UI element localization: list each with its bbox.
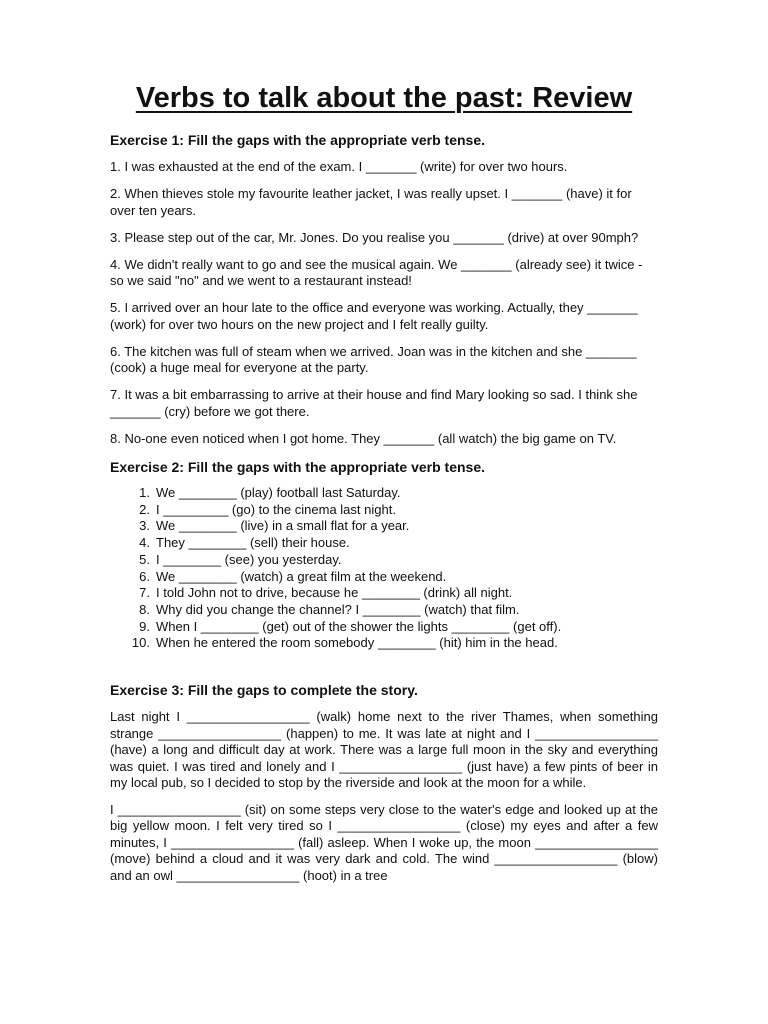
story-paragraph: Last night I _________________ (walk) home next to the river Thames, when something strange _________________ (happen) to me. It was late at night and I _________________ (have) a long and difficult day at work. There was a large full moon in the sky and everything was quiet. I was tired and lonely and I _________________ (just have) a few pints of beer in my local pub, so I decided to stop by the riverside and look at the moon for a while. <box>110 709 658 791</box>
list-item <box>139 601 658 619</box>
list-item-text: They ________ (sell) their house. <box>156 535 350 551</box>
exercise1-item: 5. I arrived over an hour late to the office and everyone was working. Actually, they _______ (work) for over two hours on the new project and I felt really guilty. <box>110 300 638 332</box>
exercise1-item: 1. I was exhausted at the end of the exam. I _______ (write) for over two hours. <box>110 159 568 174</box>
list-item-number: 3. <box>139 518 150 534</box>
exercise1-item: 2. When thieves stole my favourite leather jacket, I was really upset. I _______ (have) it for over ten years. <box>110 186 632 218</box>
list-item <box>139 551 658 569</box>
exercise3-heading: Exercise 3: Fill the gaps to complete the story. <box>110 682 418 699</box>
exercise1-item: 8. No-one even noticed when I got home. They _______ (all watch) the big game on TV. <box>110 430 617 446</box>
list-item-text: When I ________ (get) out of the shower the lights ________ (get off). <box>156 618 562 634</box>
list-item-number: 10. <box>131 635 150 651</box>
exercise1-heading: Exercise 1: Fill the gaps with the appropriate verb tense. <box>110 132 485 148</box>
list-item <box>139 568 658 586</box>
list-item-text: I _________ (go) to the cinema last night. <box>156 501 396 517</box>
list-item <box>139 618 658 636</box>
list-item <box>139 518 658 535</box>
story-paragraph: I _________________ (sit) on some steps very close to the water's edge and looked up at the big yellow moon. I felt very tired so I _________________ (close) my eyes and after a few minutes, I _________________ (fall) asleep. When I woke up, the moon _________________ (move) behind a cloud and it was very dark and cold. The wind _________________ (blow) and an owl _________________ (hoot) in a tree <box>110 801 658 883</box>
list-item-text: I ________ (see) you yesterday. <box>156 551 342 567</box>
list-item <box>139 585 658 602</box>
page-title: Verbs to talk about the past: Review <box>135 82 633 114</box>
list-item-text: We ________ (live) in a small flat for a year. <box>156 518 410 534</box>
list-item-number: 5. <box>139 551 150 567</box>
list-item <box>139 535 658 552</box>
list-item-text: We ________ (watch) a great film at the weekend. <box>156 568 447 584</box>
list-item <box>139 501 658 519</box>
list-item-number: 4. <box>139 535 150 551</box>
list-item-number: 7. <box>139 585 150 601</box>
worksheet-content <box>110 132 658 894</box>
list-item-number: 8. <box>139 601 150 617</box>
exercise1-item: 4. We didn't really want to go and see the musical again. We _______ (already see) it twice - so we said "no" and we went to a restaurant instead! <box>110 256 643 288</box>
list-item-number: 2. <box>139 501 150 517</box>
list-item-text: We ________ (play) football last Saturday. <box>156 485 401 500</box>
exercise1-item: 7. It was a bit embarrassing to arrive at their house and find Mary looking so sad. I think she _______ (cry) before we got there. <box>110 387 638 419</box>
exercise1-item: 3. Please step out of the car, Mr. Jones. Do you realise you _______ (drive) at over 90mph? <box>110 229 639 245</box>
list-item-number: 1. <box>139 485 150 500</box>
list-item-number: 6. <box>139 568 150 584</box>
list-item <box>139 485 658 502</box>
list-item-text: Why did you change the channel? I ________ (watch) that film. <box>156 601 520 617</box>
list-item-text: When he entered the room somebody ________ (hit) him in the head. <box>156 635 558 651</box>
exercise2-heading: Exercise 2: Fill the gaps with the appropriate verb tense. <box>110 459 485 475</box>
list-item <box>131 635 658 652</box>
exercise1-item: 6. The kitchen was full of steam when we arrived. Joan was in the kitchen and she _______ (cook) a huge meal for everyone at the party. <box>110 343 637 375</box>
exercise2-list <box>110 485 658 652</box>
list-item-text: I told John not to drive, because he ________ (drink) all night. <box>156 585 513 601</box>
list-item-number: 9. <box>139 618 150 634</box>
